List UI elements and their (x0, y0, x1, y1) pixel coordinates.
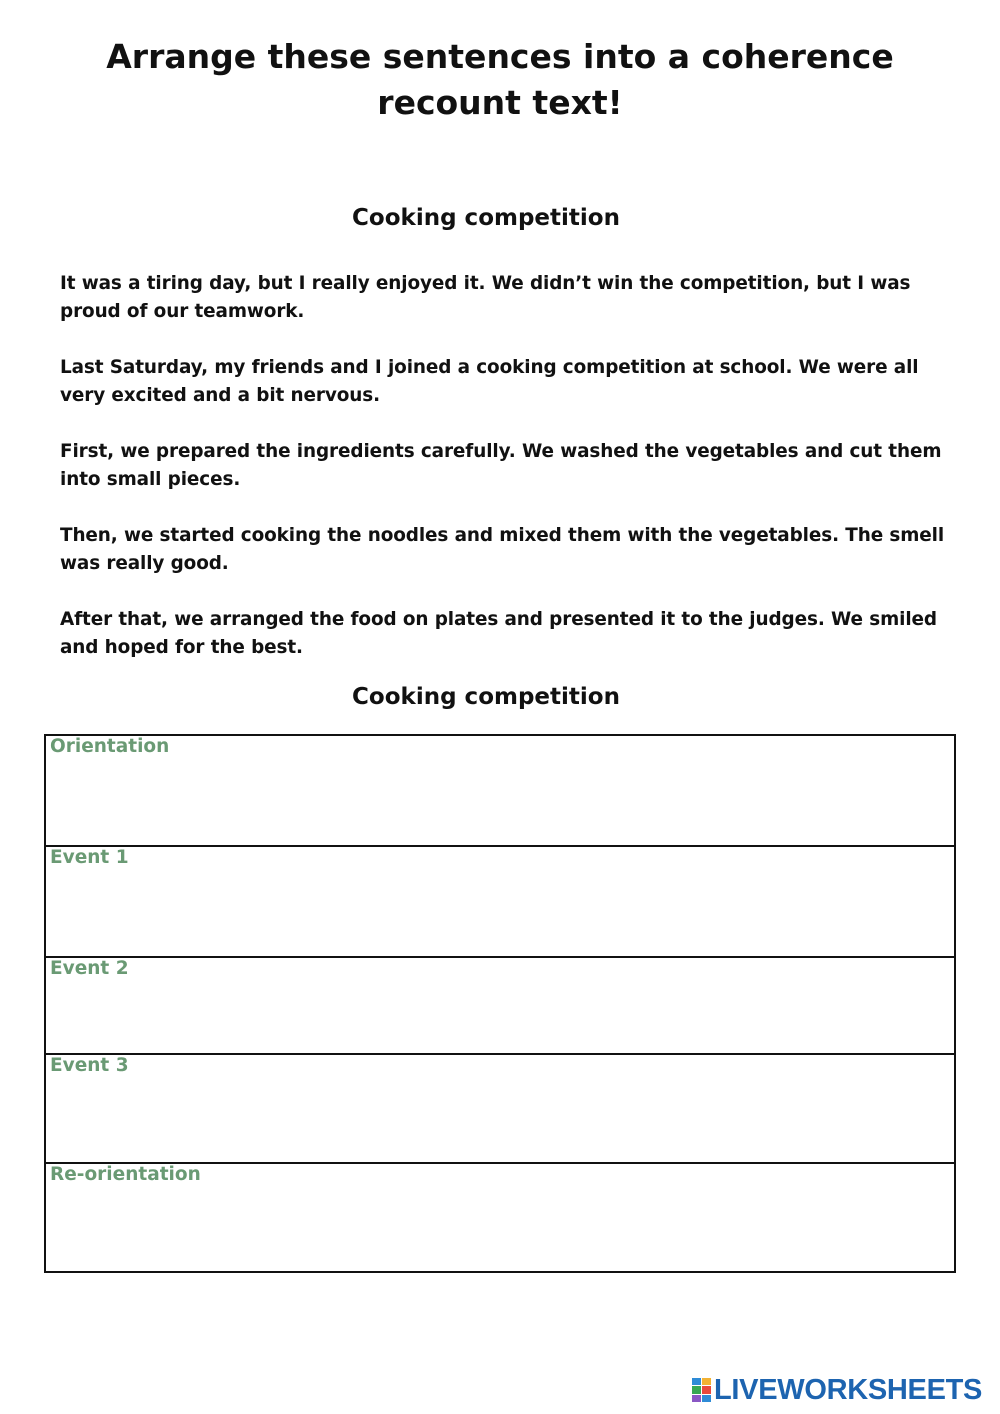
row-label-event-2: Event 2 (50, 958, 129, 979)
title-line-1: Arrange these sentences into a coherence (106, 37, 894, 76)
liveworksheets-brand-text: LIVEWORKSHEETS (714, 1374, 983, 1406)
answer-table (44, 734, 956, 1273)
row-label-event-1: Event 1 (50, 847, 129, 868)
answer-row-event-2[interactable] (46, 956, 954, 1053)
answer-row-re-orientation[interactable] (46, 1162, 954, 1271)
title-line-2: recount text! (377, 83, 623, 122)
row-label-orientation: Orientation (50, 736, 170, 757)
row-label-re-orientation: Re-orientation (50, 1164, 201, 1185)
sentence-2[interactable]: Last Saturday, my friends and I joined a cooking competition at school. We were all very excited and a bit nervous. (60, 357, 919, 406)
answer-row-event-3[interactable] (46, 1053, 954, 1162)
liveworksheets-logo-icon (692, 1378, 711, 1402)
story-title: Cooking competition (352, 205, 620, 231)
sentence-3[interactable]: First, we prepared the ingredients carefully. We washed the vegetables and cut them into small pieces. (60, 441, 942, 490)
answer-row-orientation[interactable] (46, 736, 954, 845)
sentence-list (60, 270, 945, 690)
liveworksheets-logo (692, 1375, 982, 1405)
answer-title: Cooking competition (352, 684, 620, 710)
worksheet-title (0, 34, 1000, 126)
answer-row-event-1[interactable] (46, 845, 954, 956)
sentence-5[interactable]: After that, we arranged the food on plates and presented it to the judges. We smiled and hoped for the best. (60, 609, 937, 658)
sentence-4[interactable]: Then, we started cooking the noodles and mixed them with the vegetables. The smell was really good. (60, 525, 945, 574)
row-label-event-3: Event 3 (50, 1055, 129, 1076)
sentence-1[interactable]: It was a tiring day, but I really enjoyed it. We didn’t win the competition, but I was proud of our teamwork. (60, 273, 911, 322)
